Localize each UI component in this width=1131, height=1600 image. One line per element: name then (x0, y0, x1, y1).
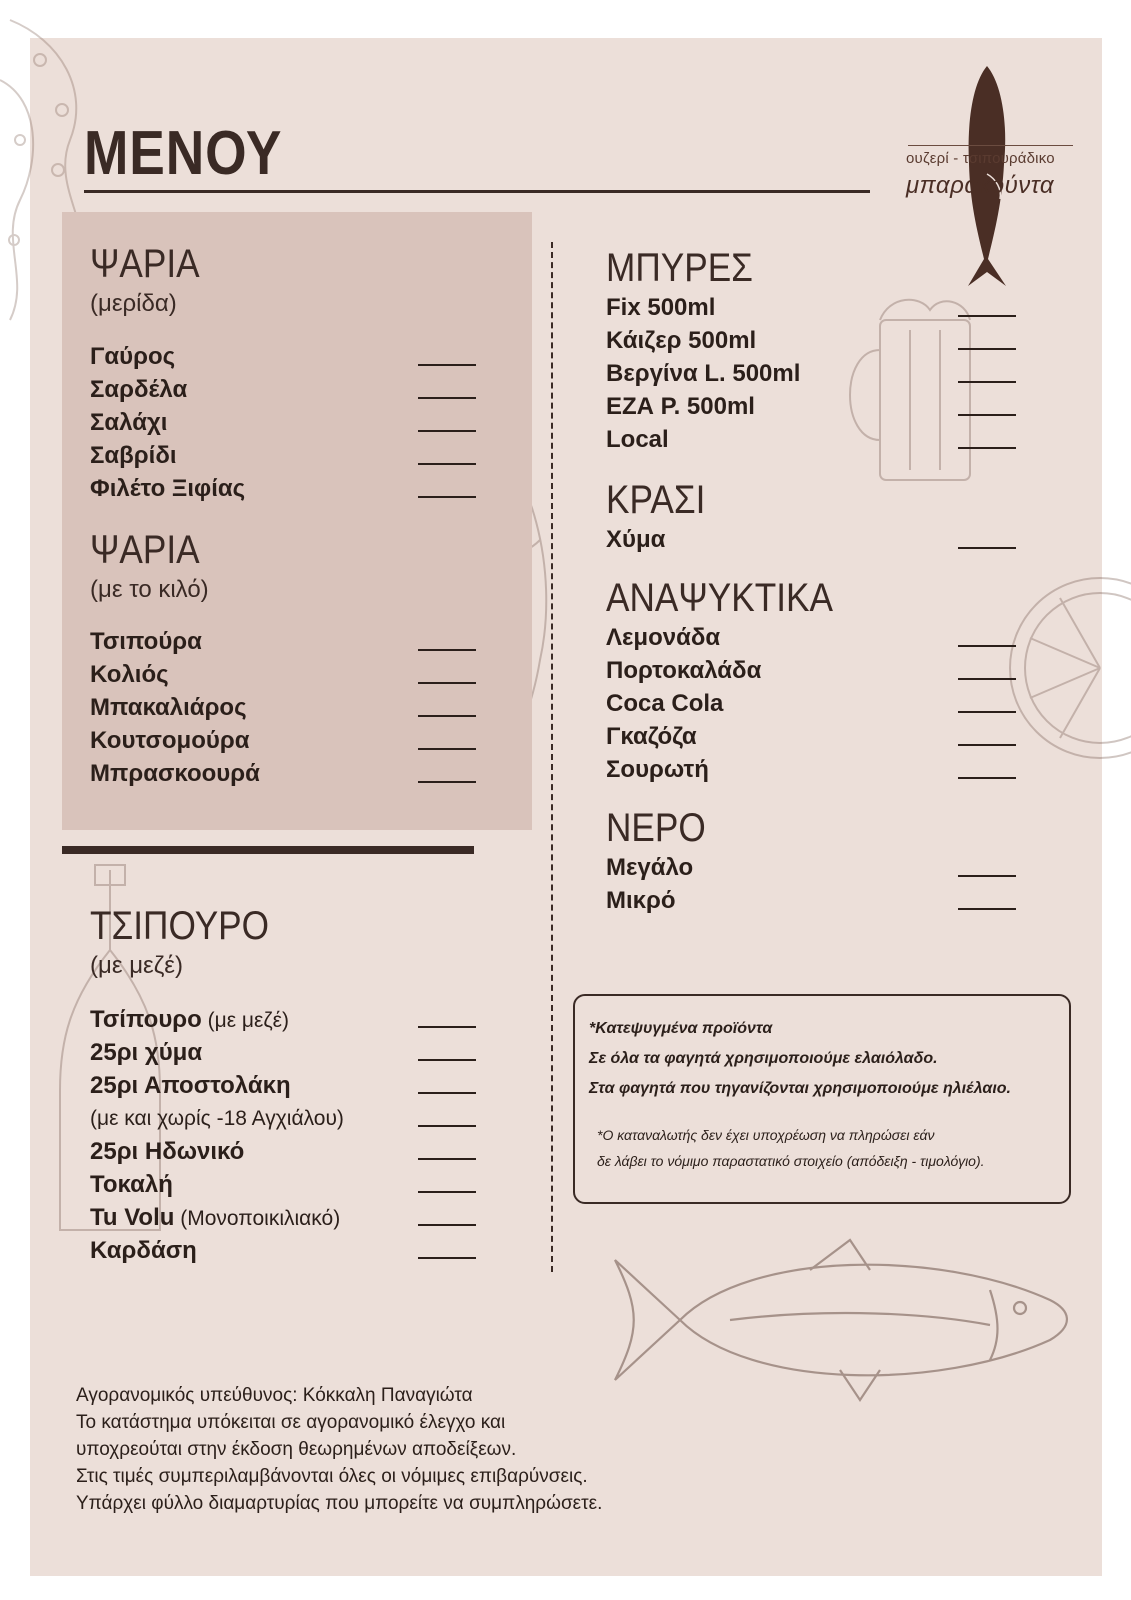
section-divider-bar (62, 846, 474, 854)
menu-title: ΜΕΝΟΥ (84, 119, 283, 188)
fish-kilo-item: Κουτσομούρα (90, 727, 250, 754)
price-line (418, 682, 476, 684)
water-item: Μεγάλο (606, 854, 694, 881)
price-line (958, 711, 1016, 713)
footer-line: Στις τιμές συμπεριλαμβάνονται όλες οι νόμιμες επιβαρύνσεις. (76, 1466, 588, 1487)
water-item: Μικρό (606, 887, 676, 914)
beer-item: Fix 500ml (606, 294, 716, 321)
price-line (418, 1224, 476, 1226)
price-line (418, 364, 476, 366)
price-line (958, 414, 1016, 416)
fish-kilo-item: Κολιός (90, 661, 169, 688)
price-line (418, 1191, 476, 1193)
tsipouro-item: 25ρι χύμα (90, 1039, 203, 1066)
beer-item: Βεργίνα L. 500ml (606, 360, 801, 387)
logo-name: μπαρακούντα (906, 172, 1055, 199)
notice-receipt-line2: δε λάβει το νόμιμο παραστατικό στοιχείο (απόδειξη - τιμολόγιο). (597, 1153, 985, 1169)
notice-frozen: *Κατεψυγμένα προϊόντα (589, 1020, 773, 1037)
footer-line: Υπάρχει φύλλο διαμαρτυρίας που μπορείτε να συμπληρώσετε. (76, 1493, 603, 1514)
fish-portion-item: Σαρδέλα (90, 376, 188, 403)
tsipouro-item: Καρδάση (90, 1237, 197, 1264)
fish-kilo-item: Τσιπούρα (90, 628, 202, 655)
beer-mug-illustration (840, 290, 1000, 490)
logo-divider (908, 145, 1073, 146)
price-line (958, 645, 1016, 647)
lemon-slice-illustration (1000, 568, 1131, 768)
fish-kilo-item: Μπακαλιάρος (90, 694, 247, 721)
tsipouro-item: Tu Volu (Μονοποικιλιακό) (90, 1204, 341, 1231)
tsipouro-item: Τοκαλή (90, 1171, 173, 1198)
soft-drink-item: Σουρωτή (606, 756, 709, 783)
title-underline (84, 190, 870, 193)
price-line (418, 1125, 476, 1127)
price-line (418, 1059, 476, 1061)
soft-drink-item: Λεμονάδα (606, 624, 721, 651)
footer-line: υποχρεούται στην έκδοση θεωρημένων αποδείξεων. (76, 1439, 517, 1460)
footer-line: Το κατάστημα υπόκειται σε αγορανομικό έλεγχο και (76, 1412, 506, 1433)
soft-drink-item: Πορτοκαλάδα (606, 657, 762, 684)
price-line (958, 315, 1016, 317)
tsipouro-item: Τσίπουρο (με μεζέ) (90, 1006, 290, 1033)
wine-item: Χύμα (606, 526, 666, 553)
price-line (418, 781, 476, 783)
price-line (418, 397, 476, 399)
fish-kilo-heading: ΨΑΡΙΑ (90, 528, 200, 572)
price-line (958, 447, 1016, 449)
price-line (418, 748, 476, 750)
footer-line: Αγορανομικός υπεύθυνος: Κόκκαλη Παναγιώτα (76, 1385, 473, 1406)
beer-item: Κάιζερ 500ml (606, 327, 757, 354)
price-line (418, 1092, 476, 1094)
price-line (418, 463, 476, 465)
fish-kilo-subheading: (με το κιλό) (90, 576, 209, 603)
tuna-fish-illustration (610, 1230, 1080, 1410)
price-line (418, 1026, 476, 1028)
fish-portion-heading: ΨΑΡΙΑ (90, 242, 200, 286)
beers-heading: ΜΠΥΡΕΣ (606, 246, 753, 290)
fish-portion-item: Γαύρος (90, 343, 176, 370)
tsipouro-item: 25ρι Ηδωνικό (90, 1138, 245, 1165)
fish-portion-item: Φιλέτο Ξιφίας (90, 475, 246, 502)
tsipouro-item: 25ρι Αποστολάκη (90, 1072, 291, 1099)
tsipouro-heading: ΤΣΙΠΟΥΡΟ (90, 904, 270, 948)
tsipouro-item-note: (με και χωρίς -18 Αγχιάλου) (90, 1107, 344, 1130)
fish-portion-item: Σαλάχι (90, 409, 168, 436)
beer-item: Local (606, 426, 669, 453)
price-line (418, 1257, 476, 1259)
logo-subtitle: ουζερί - τσιπουράδικο (906, 150, 1055, 167)
price-line (958, 875, 1016, 877)
notice-olive-oil: Σε όλα τα φαγητά χρησιμοποιούμε ελαιόλαδο. (589, 1050, 938, 1067)
price-line (958, 678, 1016, 680)
price-line (958, 547, 1016, 549)
fish-portion-subheading: (μερίδα) (90, 290, 177, 317)
water-heading: ΝΕΡΟ (606, 806, 706, 850)
fish-portion-item: Σαβρίδι (90, 442, 177, 469)
wine-heading: ΚΡΑΣΙ (606, 478, 706, 522)
notice-sunflower-oil: Στα φαγητά που τηγανίζονται χρησιμοποιούμε ηλιέλαιο. (589, 1080, 1011, 1097)
price-line (958, 777, 1016, 779)
notice-receipt-line1: *Ο καταναλωτής δεν έχει υποχρέωση να πληρώσει εάν (597, 1127, 935, 1143)
column-divider (551, 242, 553, 1272)
price-line (418, 715, 476, 717)
price-line (958, 744, 1016, 746)
price-line (958, 381, 1016, 383)
price-line (418, 430, 476, 432)
soft-drink-item: Coca Cola (606, 690, 724, 717)
soft-drinks-heading: ΑΝΑΨΥΚΤΙΚΑ (606, 576, 833, 620)
price-line (958, 908, 1016, 910)
soft-drink-item: Γκαζόζα (606, 723, 697, 750)
tsipouro-subheading: (με μεζέ) (90, 952, 183, 979)
fish-kilo-item: Μπρασκοουρά (90, 760, 260, 787)
beer-item: ΕΖΑ P. 500ml (606, 393, 755, 420)
price-line (418, 1158, 476, 1160)
price-line (958, 348, 1016, 350)
price-line (418, 496, 476, 498)
price-line (418, 649, 476, 651)
